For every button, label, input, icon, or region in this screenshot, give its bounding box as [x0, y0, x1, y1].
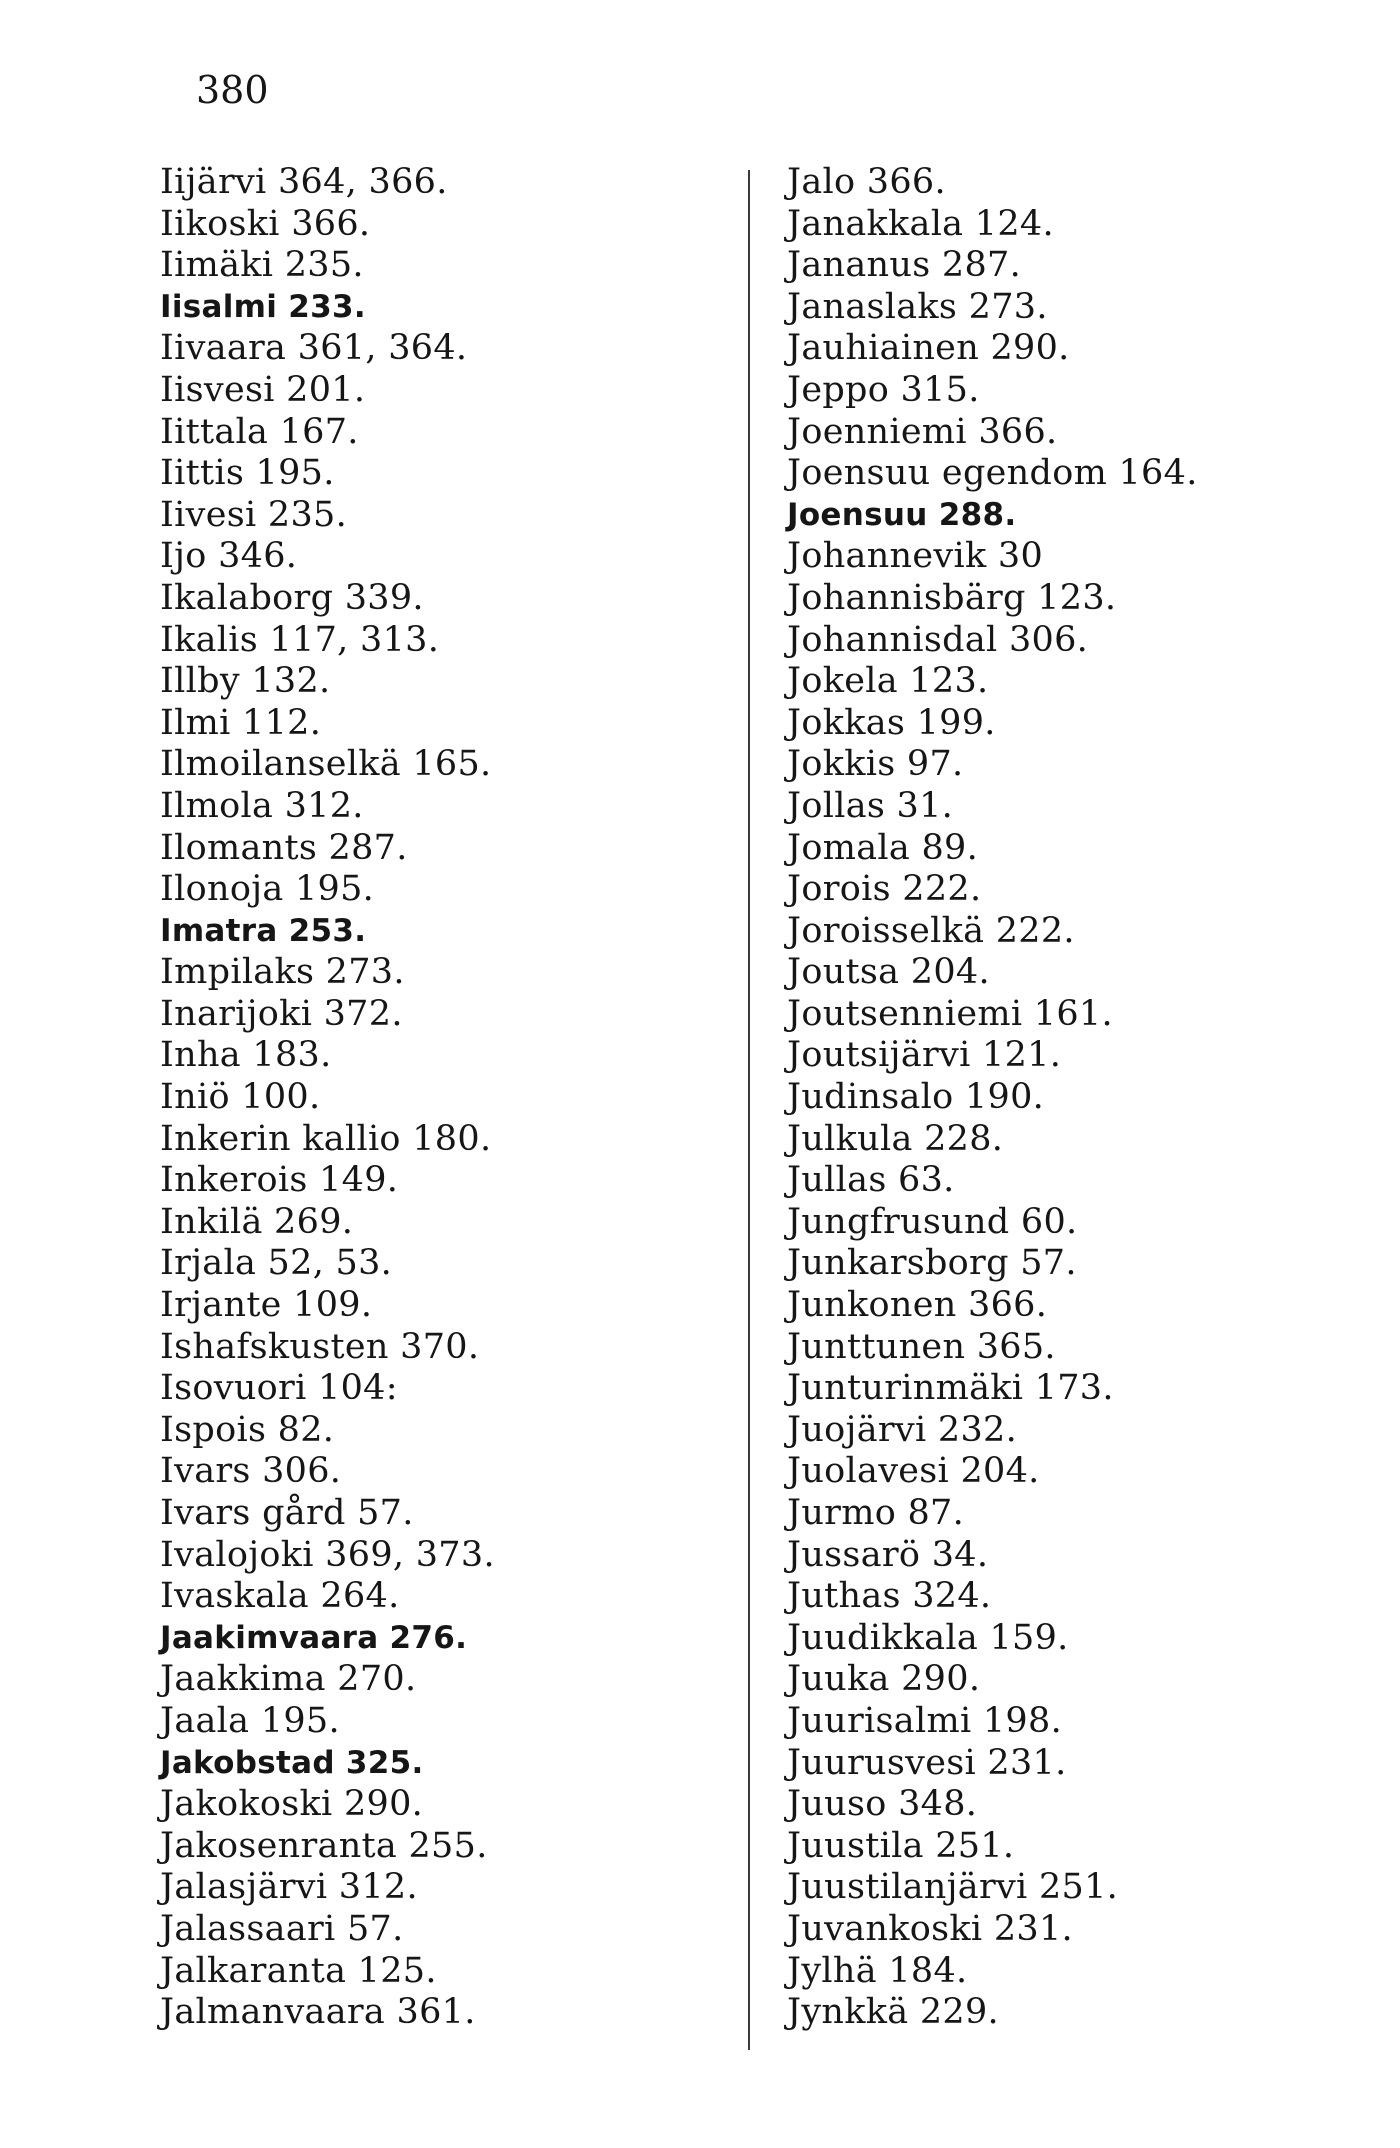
index-entry: Irjante 109.	[160, 1285, 373, 1326]
index-entry: Juojärvi 232.	[787, 1409, 1018, 1450]
index-entry: Jurmo 87.	[787, 1493, 965, 1533]
index-entry: Joutsa 204.	[787, 952, 990, 993]
index-entry: Ivars gård 57.	[160, 1493, 414, 1533]
index-entry: Juudikkala 159.	[787, 1617, 1069, 1658]
index-entry: Juolavesi 204.	[787, 1451, 1040, 1492]
index-entry: Jungfrusund 60.	[787, 1201, 1078, 1242]
index-entry: Illby 132.	[160, 661, 331, 702]
index-entry: Inkerin kallio 180.	[160, 1118, 492, 1159]
index-entry: Junkarsborg 57.	[787, 1243, 1077, 1284]
index-entry: Jynkkä 229.	[787, 1992, 999, 2033]
index-entry: Jalkaranta 125.	[160, 1950, 437, 1991]
index-entry: Iivaara 361, 364.	[160, 328, 468, 369]
index-entry: Juurisalmi 198.	[787, 1700, 1062, 1741]
index-entry: Ikalis 117, 313.	[160, 619, 440, 660]
index-entry: Jananus 287.	[787, 245, 1022, 286]
index-entry: Johannisdal 306.	[787, 619, 1089, 660]
index-entry: Johannisbärg 123.	[787, 577, 1117, 618]
index-entry: Jalmanvaara 361.	[160, 1992, 476, 2033]
index-entry: Jorois 222.	[787, 869, 982, 910]
index-entry: Jaala 195.	[160, 1700, 340, 1741]
index-entry: Junkonen 366.	[787, 1285, 1048, 1326]
index-entry: Ispois 82.	[160, 1409, 335, 1450]
index-entry: Jeppo 315.	[787, 369, 980, 410]
index-entry: Jakosenranta 255.	[160, 1825, 488, 1866]
index-entry: Ilmola 312.	[160, 785, 364, 826]
page-number: 380	[196, 68, 269, 112]
index-entry: Isovuori 104:	[160, 1368, 398, 1409]
index-entry: Juvankoski 231.	[787, 1908, 1073, 1949]
index-entry: Joutsijärvi 121.	[787, 1035, 1062, 1076]
index-entry: Julkula 228.	[787, 1118, 1004, 1159]
index-entry: Ijo 346.	[160, 536, 298, 577]
index-entry: Inarijoki 372.	[160, 993, 403, 1034]
index-entry: Joutsenniemi 161.	[787, 993, 1113, 1034]
index-entry: Iniö 100.	[160, 1077, 321, 1118]
index-entry: Jokela 123.	[787, 661, 989, 702]
index-entry: Jaakimvaara 276.	[160, 1619, 468, 1656]
index-entry: Johannevik 30	[787, 536, 1044, 577]
index-entry: Iikoski 366.	[160, 203, 371, 244]
index-entry: Imatra 253.	[160, 912, 367, 949]
index-entry: Inkerois 149.	[160, 1160, 399, 1201]
index-entry: Jollas 31.	[787, 785, 954, 826]
index-entry: Impilaks 273.	[160, 952, 405, 993]
index-entry: Ilomants 287.	[160, 827, 408, 868]
index-entry: Jussarö 34.	[787, 1534, 989, 1575]
index-entry: Judinsalo 190.	[787, 1077, 1045, 1118]
index-entry: Jalassaari 57.	[160, 1908, 404, 1949]
index-entry: Iivesi 235.	[160, 494, 348, 535]
index-entry: Ivaskala 264.	[160, 1576, 400, 1617]
index-entry: Iittala 167.	[160, 411, 359, 452]
index-entry: Joroisselkä 222.	[787, 910, 1075, 951]
index-entry: Juthas 324.	[787, 1576, 992, 1617]
index-entry: Inha 183.	[160, 1035, 332, 1076]
index-entry: Jalasjärvi 312.	[160, 1867, 418, 1908]
index-entry: Jauhiainen 290.	[787, 328, 1070, 369]
column-divider	[748, 170, 750, 2050]
index-entry: Ivalojoki 369, 373.	[160, 1534, 495, 1575]
index-entry: Jaakkima 270.	[160, 1659, 417, 1700]
index-entry: Junttunen 365.	[787, 1326, 1056, 1367]
index-entry: Iijärvi 364, 366.	[160, 162, 448, 202]
index-entry: Janaslaks 273.	[787, 286, 1048, 327]
index-entry: Juuso 348.	[787, 1784, 978, 1825]
index-entry: Jomala 89.	[787, 827, 979, 868]
index-entry: Irjala 52, 53.	[160, 1243, 393, 1284]
index-entry: Ilonoja 195.	[160, 869, 375, 910]
index-entry: Inkilä 269.	[160, 1201, 354, 1242]
index-entry: Juustilanjärvi 251.	[787, 1867, 1119, 1908]
index-entry: Jakokoski 290.	[160, 1784, 424, 1825]
index-entry: Janakkala 124.	[787, 203, 1054, 244]
index-entry: Joenniemi 366.	[787, 411, 1058, 452]
index-entry: Jullas 63.	[787, 1160, 955, 1201]
index-entry: Ikalaborg 339.	[160, 577, 424, 618]
index-entry: Ilmi 112.	[160, 702, 322, 743]
index-entry: Jalo 366.	[787, 162, 946, 202]
index-entry: Junturinmäki 173.	[787, 1368, 1114, 1409]
index-entry: Jokkis 97.	[787, 744, 964, 785]
index-column-left	[160, 162, 720, 2034]
index-entry: Joensuu egendom 164.	[787, 453, 1198, 494]
index-entry: Joensuu 288.	[787, 496, 1017, 533]
index-column-right	[787, 162, 1387, 2034]
index-entry: Iisvesi 201.	[160, 369, 366, 410]
index-entry: Juurusvesi 231.	[787, 1742, 1067, 1783]
index-entry: Iisalmi 233.	[160, 288, 366, 325]
index-entry: Ivars 306.	[160, 1451, 342, 1492]
index-entry: Jokkas 199.	[787, 702, 996, 743]
index-entry: Ilmoilanselkä 165.	[160, 744, 492, 785]
index-entry: Jakobstad 325.	[160, 1744, 424, 1781]
index-entry: Ishafskusten 370.	[160, 1326, 480, 1367]
index-entry: Juuka 290.	[787, 1659, 981, 1700]
index-entry: Iimäki 235.	[160, 245, 364, 286]
index-entry: Juustila 251.	[787, 1825, 1015, 1866]
index-entry: Iittis 195.	[160, 453, 335, 494]
index-entry: Jylhä 184.	[787, 1950, 968, 1991]
